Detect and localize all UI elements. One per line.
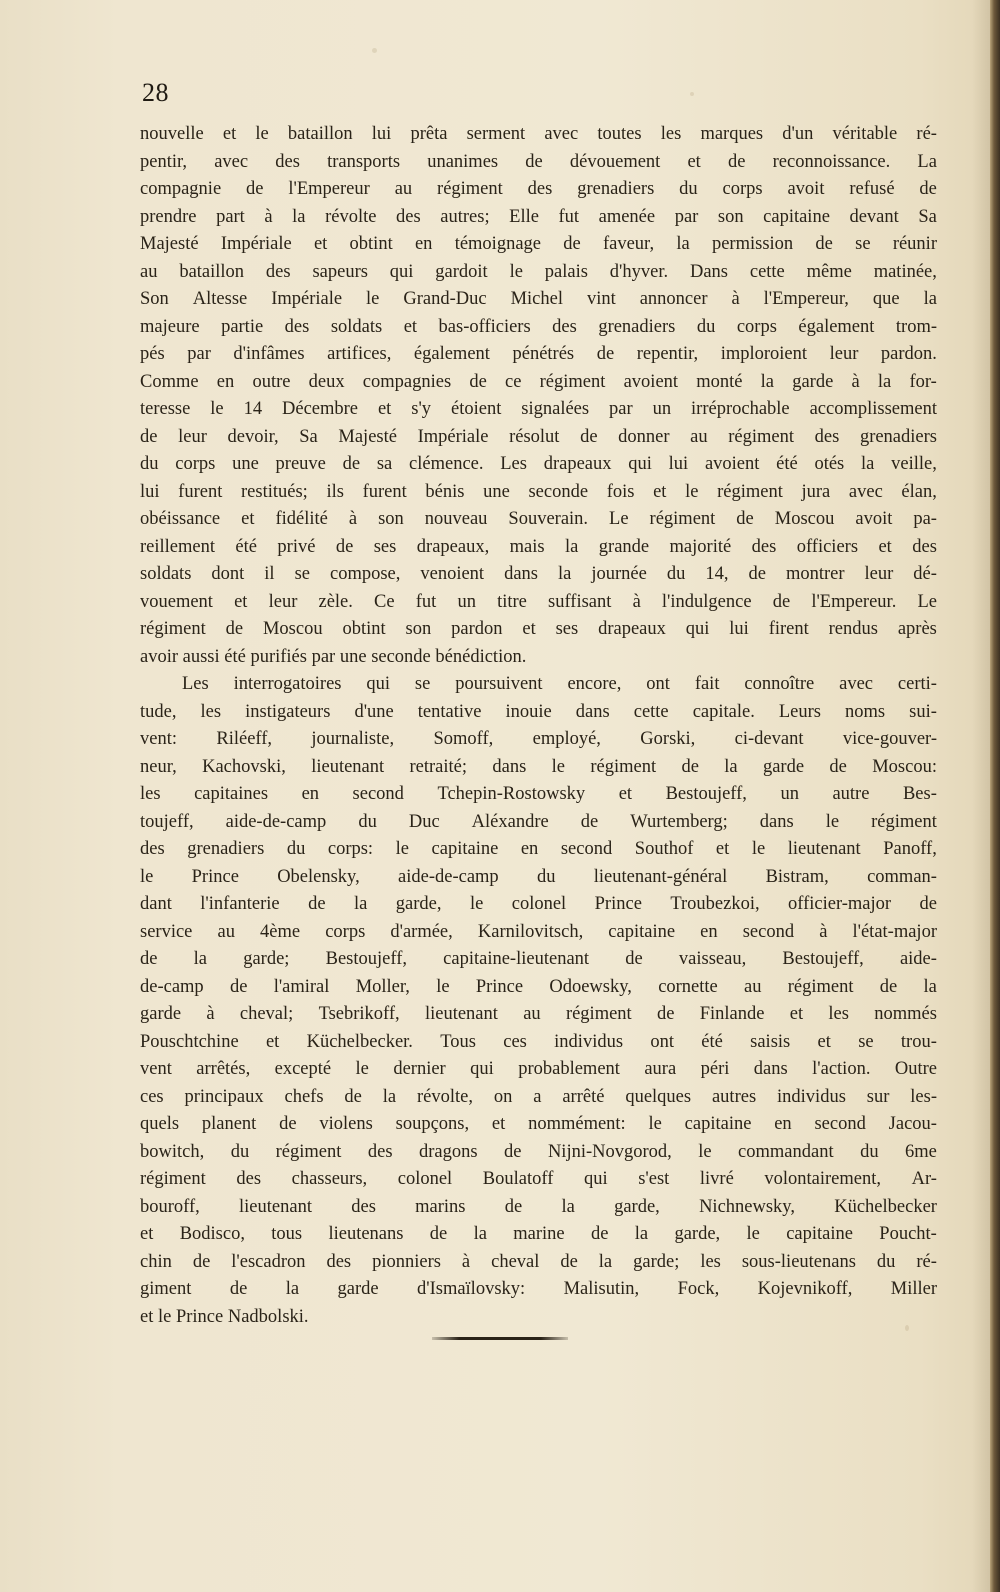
text-line: vouement et leur zèle. Ce fut un titre suffisant à l'indulgence de l'Empereur. Le [140, 591, 937, 612]
text-line: les capitaines en second Tchepin-Rostowsky et Bestoujeff, un autre Bes- [140, 784, 937, 804]
body-text [140, 121, 937, 1331]
paper-spot [690, 92, 694, 96]
text-line: prendre part à la révolte des autres; Elle fut amenée par son capitaine devant Sa [140, 206, 937, 227]
text-line: bowitch, du régiment des dragons de Nijni-Novgorod, le commandant du 6me [140, 1141, 937, 1162]
page-edge [990, 0, 1000, 1592]
text-line: Majesté Impériale et obtint en témoignage de faveur, la permission de se réunir [140, 234, 937, 254]
text-line: toujeff, aide-de-camp du Duc Aléxandre de Wurtemberg; dans le régiment [140, 811, 937, 832]
text-line: de-camp de l'amiral Moller, le Prince Odoewsky, cornette au régiment de la [140, 976, 937, 997]
text-line: dant l'infanterie de la garde, le colonel Prince Troubezkoi, officier-major de [140, 894, 937, 914]
page-edge-shadow [972, 0, 990, 1592]
text-line: Son Altesse Impériale le Grand-Duc Michel vint annoncer à l'Empereur, que la [140, 289, 937, 309]
text-line: reillement été privé de ses drapeaux, mais la grande majorité des officiers et des [140, 536, 937, 557]
text-line: des grenadiers du corps: le capitaine en second Southof et le lieutenant Panoff, [140, 839, 937, 859]
text-line: le Prince Obelensky, aide-de-camp du lieutenant-général Bistram, comman- [140, 866, 937, 887]
text-line: Les interrogatoires qui se poursuivent encore, ont fait connoître avec certi- [182, 674, 937, 694]
text-line: régiment de Moscou obtint son pardon et ses drapeaux qui lui firent rendus après [140, 619, 937, 639]
text-line: pentir, avec des transports unanimes de dévouement et de reconnoissance. La [140, 151, 937, 172]
text-line: bouroff, lieutenant des marins de la garde, Nichnewsky, Küchelbecker [140, 1196, 937, 1217]
text-line: et le Prince Nadbolski. [140, 1306, 309, 1327]
text-line: de la garde; Bestoujeff, capitaine-lieutenant de vaisseau, Bestoujeff, aide- [140, 949, 937, 969]
text-line: régiment des chasseurs, colonel Boulatoff qui s'est livré volontairement, Ar- [140, 1169, 937, 1189]
text-line: quels planent de violens soupçons, et nommément: le capitaine en second Jacou- [140, 1114, 937, 1134]
text-line: de leur devoir, Sa Majesté Impériale résolut de donner au régiment des grenadiers [140, 426, 937, 447]
text-line: au bataillon des sapeurs qui gardoit le palais d'hyver. Dans cette même matinée, [140, 261, 937, 282]
text-line: majeure partie des soldats et bas-officiers des grenadiers du corps également trom- [140, 316, 937, 337]
text-line: lui furent restitués; ils furent bénis une seconde fois et le régiment jura avec élan, [140, 481, 937, 502]
text-line: neur, Kachovski, lieutenant retraité; dans le régiment de la garde de Moscou: [140, 756, 937, 777]
text-line: nouvelle et le bataillon lui prêta serment avec toutes les marques d'un véritable ré- [140, 124, 937, 144]
text-line: ces principaux chefs de la révolte, on a arrêté quelques autres individus sur les- [140, 1086, 937, 1107]
text-line: Pouschtchine et Küchelbecker. Tous ces individus ont été saisis et se trou- [140, 1031, 937, 1052]
text-line: soldats dont il se compose, venoient dans la journée du 14, de montrer leur dé- [140, 564, 937, 584]
paper-spot [372, 48, 377, 53]
text-line: avoir aussi été purifiés par une seconde bénédiction. [140, 646, 527, 667]
text-line: obéissance et fidélité à son nouveau Souverain. Le régiment de Moscou avoit pa- [140, 509, 937, 529]
text-line: du corps une preuve de sa clémence. Les drapeaux qui lui avoient été otés la veille, [140, 454, 937, 474]
text-line: giment de la garde d'Ismaïlovsky: Malisutin, Fock, Kojevnikoff, Miller [140, 1279, 937, 1299]
text-line: service au 4ème corps d'armée, Karnilovitsch, capitaine en second à l'état-major [140, 921, 937, 942]
text-line: chin de l'escadron des pionniers à cheval de la garde; les sous-lieutenans du ré- [140, 1251, 937, 1272]
text-line: Comme en outre deux compagnies de ce régiment avoient monté la garde à la for- [140, 371, 937, 392]
text-line: compagnie de l'Empereur au régiment des grenadiers du corps avoit refusé de [140, 179, 937, 199]
text-line: vent: Riléeff, journaliste, Somoff, employé, Gorski, ci-devant vice-gouver- [140, 729, 937, 749]
text-line: garde à cheval; Tsebrikoff, lieutenant au régiment de Finlande et les nommés [140, 1004, 937, 1024]
end-rule [432, 1337, 568, 1340]
text-line: et Bodisco, tous lieutenans de la marine de la garde, le capitaine Poucht- [140, 1224, 937, 1244]
text-line: vent arrêtés, excepté le dernier qui probablement aura péri dans l'action. Outre [140, 1059, 937, 1079]
text-line: teresse le 14 Décembre et s'y étoient signalées par un irréprochable accomplissement [140, 399, 937, 419]
page-number: 28 [142, 78, 169, 107]
text-line: tude, les instigateurs d'une tentative inouie dans cette capitale. Leurs noms sui- [140, 701, 937, 722]
text-line: pés par d'infâmes artifices, également pénétrés de repentir, imploroient leur pardon. [140, 344, 937, 364]
